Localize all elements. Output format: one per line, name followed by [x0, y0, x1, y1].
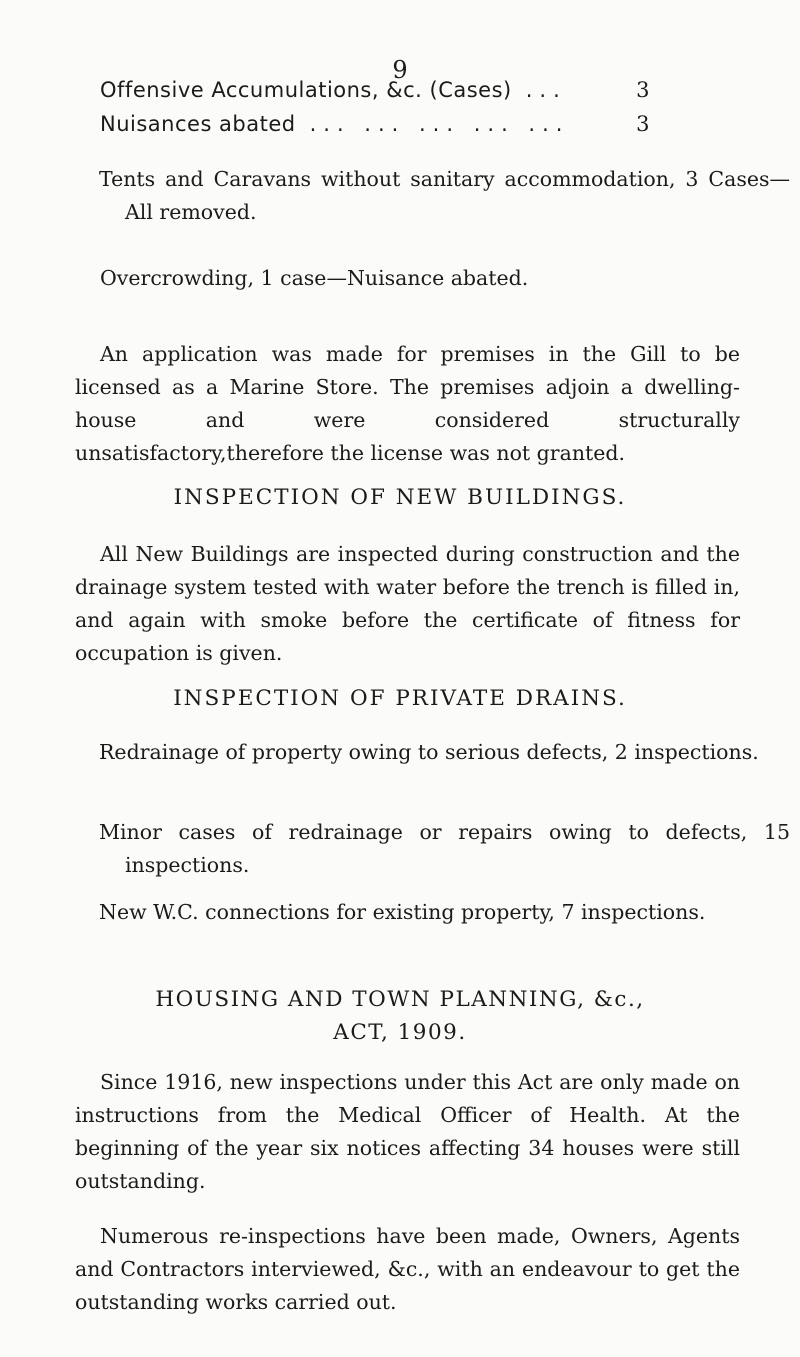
overcrowding-paragraph: Overcrowding, 1 case—Nuisance abated.	[100, 266, 529, 290]
drains-item-wc: New W.C. connections for existing property, 7 inspections.	[99, 900, 706, 924]
new-buildings-heading: INSPECTION OF NEW BUILDINGS.	[173, 485, 627, 510]
leader-dots: ... ... ... ... ...	[309, 112, 570, 136]
private-drains-heading: INSPECTION OF PRIVATE DRAINS.	[173, 686, 627, 711]
stat-row-offensive-accumulations	[100, 78, 650, 102]
page-number: 9	[392, 56, 408, 84]
tents-paragraph: Tents and Caravans without sanitary accommodation, 3 Cases—All removed.	[99, 167, 790, 224]
stat-value: 3	[636, 112, 650, 136]
housing-paragraph-1: Since 1916, new inspections under this Act are only made on instructions from the Medical Officer of Health. At the beginning of the year six notices affecting 34 houses were still outstanding.	[75, 1070, 740, 1193]
stat-label: Nuisances abated	[100, 112, 296, 136]
stat-row-nuisances-abated	[100, 112, 650, 136]
stat-label: Offensive Accumulations, &c. (Cases)	[100, 78, 512, 102]
new-buildings-paragraph: All New Buildings are inspected during construction and the drainage system tested with water before the trench is filled in, and again with smoke before the certificate of fitness for occupation is given.	[75, 542, 740, 665]
housing-heading-line2: ACT, 1909.	[333, 1020, 467, 1045]
housing-paragraph-2: Numerous re-inspections have been made, Owners, Agents and Contractors interviewed, &c., with an endeavour to get the outstanding works carried out.	[75, 1224, 740, 1314]
drains-item-minor: Minor cases of redrainage or repairs owing to defects, 15 inspections.	[99, 820, 790, 877]
housing-heading-line1: HOUSING AND TOWN PLANNING, &c.,	[155, 987, 645, 1012]
stat-value: 3	[636, 78, 650, 102]
application-paragraph: An application was made for premises in the Gill to be licensed as a Marine Store. The premises adjoin a dwelling-house and were considered structurally unsatisfactory,therefore the license was not granted.	[75, 342, 740, 465]
drains-item-redrainage: Redrainage of property owing to serious defects, 2 inspections.	[99, 740, 759, 764]
leader-dots: ...	[525, 78, 567, 102]
